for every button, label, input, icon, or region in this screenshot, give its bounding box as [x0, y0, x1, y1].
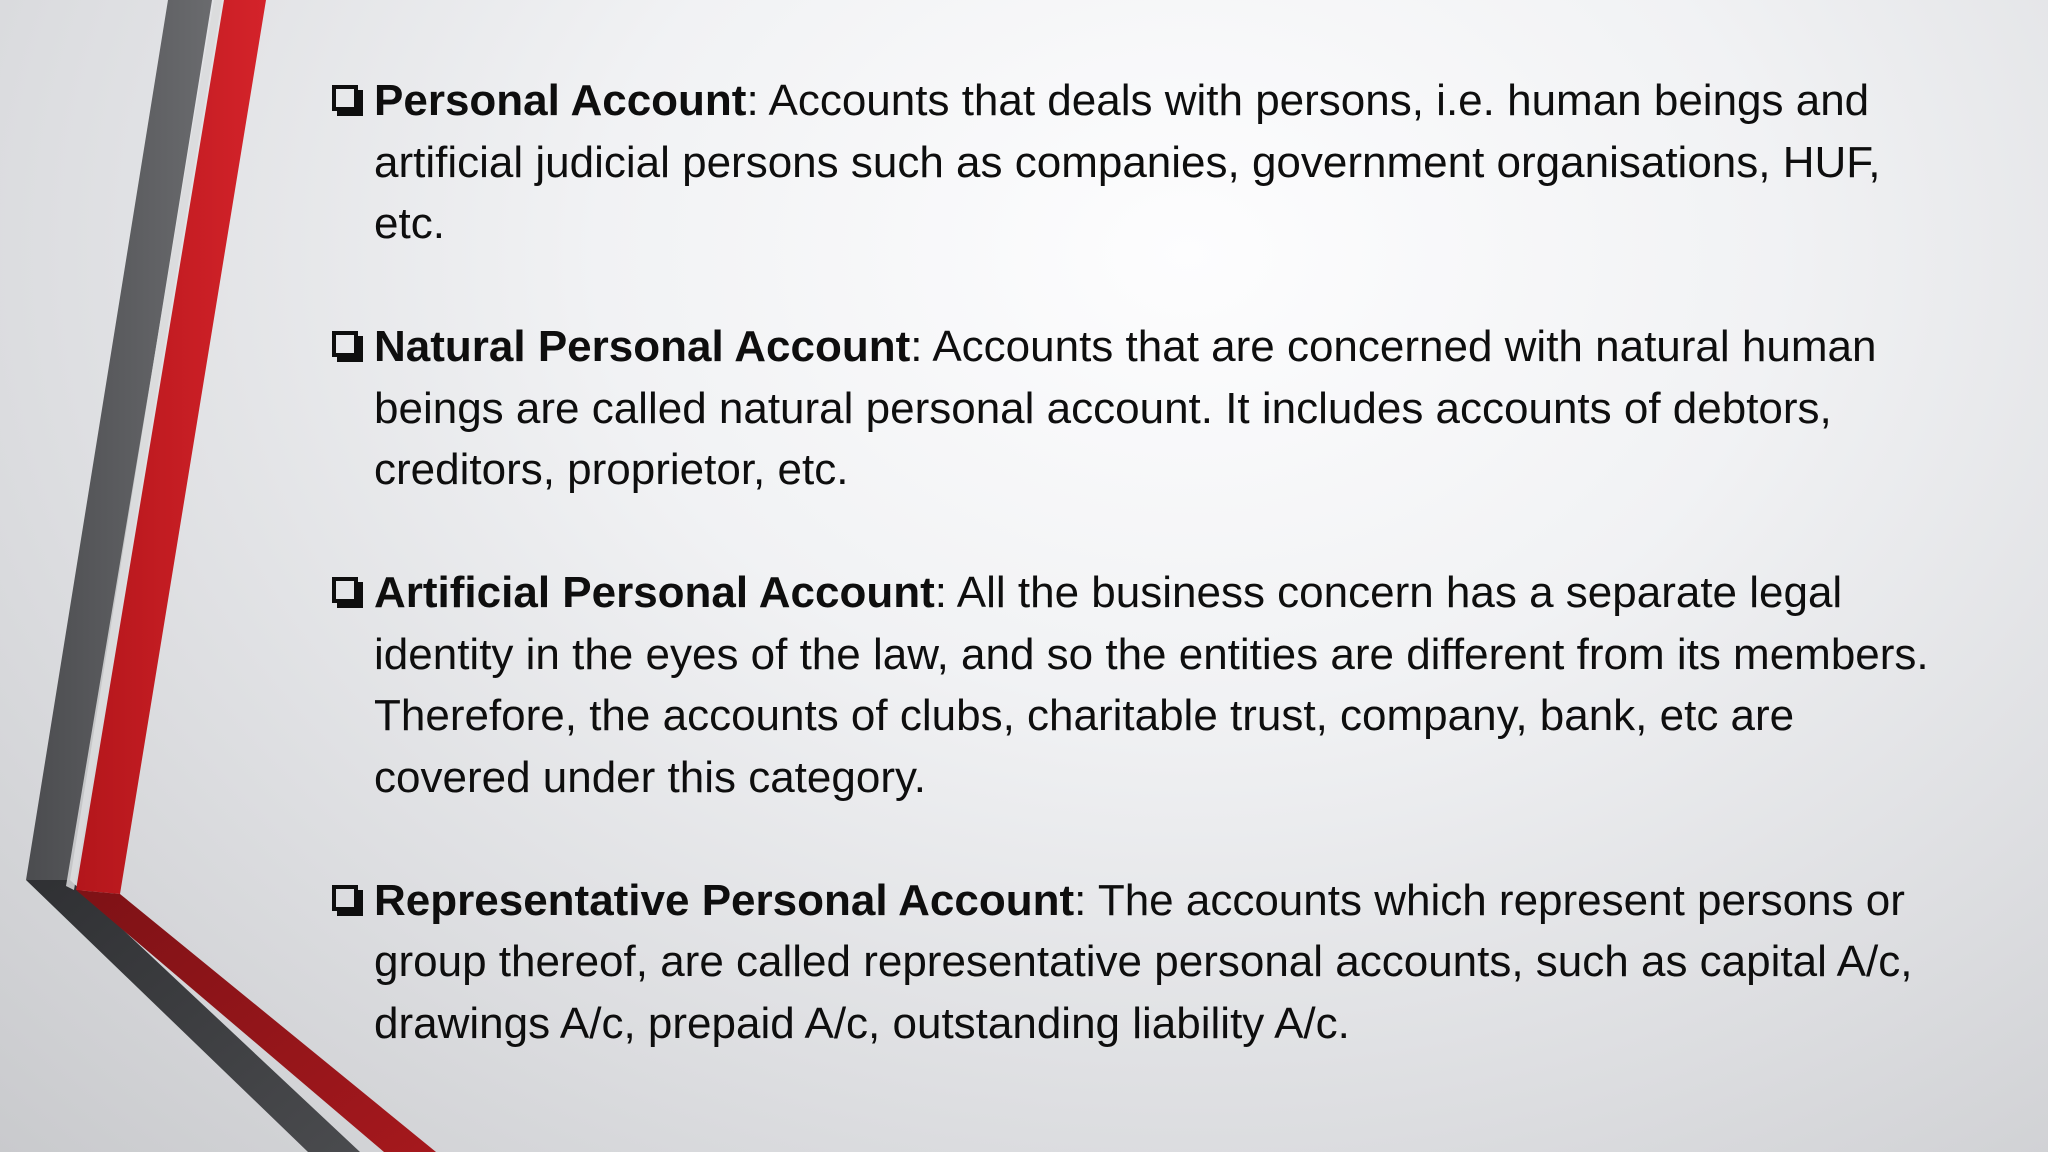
bullet-personal-account	[328, 70, 1948, 255]
bullet-separator: :	[910, 322, 923, 371]
square-bullet-icon	[332, 331, 358, 357]
bullet-separator: :	[746, 76, 759, 125]
bullet-term: Representative Personal Account	[374, 875, 1075, 925]
square-bullet-icon	[332, 577, 358, 603]
bullet-text: Accounts that deals with persons, i.e. human beings and artificial judicial persons such as companies, government organisations, HUF, etc.	[374, 76, 1881, 248]
square-bullet-icon	[332, 85, 358, 111]
bullet-separator: :	[1074, 875, 1087, 925]
bullet-term: Artificial Personal Account	[374, 568, 935, 617]
bullet-text: Accounts that are concerned with natural human beings are called natural personal account. It includes accounts of debtors, creditors, proprietor, etc.	[374, 322, 1877, 494]
dark-stripe-diagonal	[26, 880, 360, 1152]
bullet-artificial-personal-account	[328, 562, 1948, 808]
bullet-representative-personal-account	[328, 870, 1948, 1055]
content-area	[328, 70, 1948, 1054]
bullet-text: The accounts which represent persons or group thereof, are called representative personal accounts, such as capital A/c, drawings A/c, prepaid A/c, outstanding liability A/c.	[374, 875, 1913, 1048]
square-bullet-icon	[332, 885, 358, 911]
bullet-term: Natural Personal Account	[374, 322, 911, 371]
bullet-text: All the business concern has a separate legal identity in the eyes of the law, and so the entities are different from its members. Therefore, the accounts of clubs, charitable trust, company, bank, etc are covered under this category.	[374, 568, 1929, 802]
bullet-natural-personal-account	[328, 316, 1948, 501]
bullet-term: Personal Account	[374, 76, 747, 125]
light-gap-line	[66, 0, 222, 890]
bullet-separator: :	[934, 568, 947, 617]
